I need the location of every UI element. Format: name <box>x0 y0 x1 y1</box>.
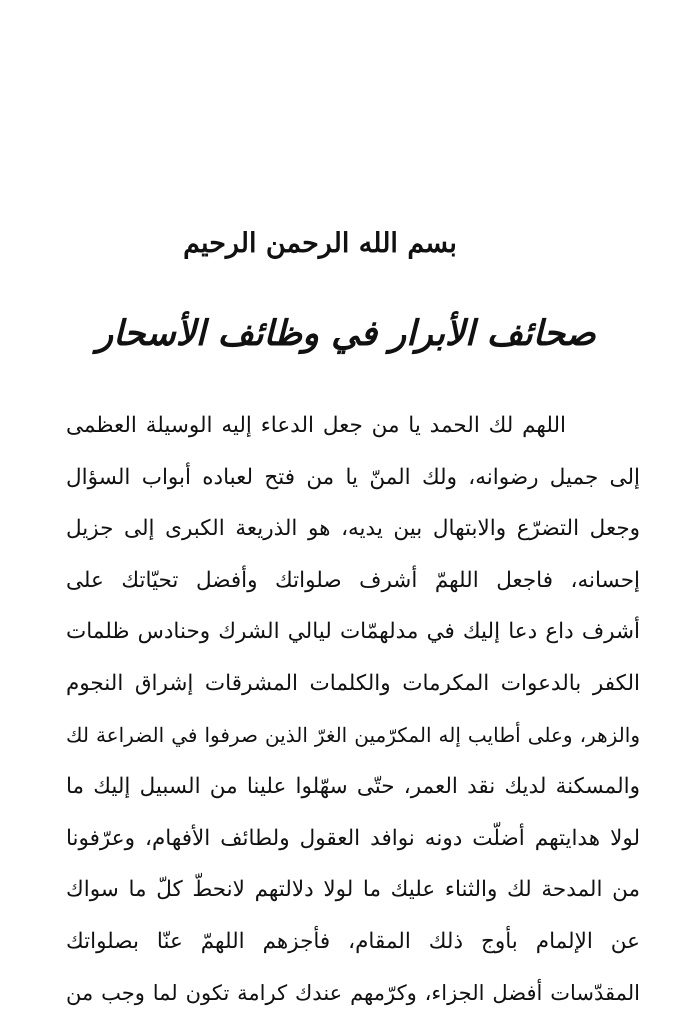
text-line: الكفر بالدعوات المكرمات والكلمات المشرقات إشراق النجوم <box>66 670 640 696</box>
text-line: اللهم لك الحمد يا من جعل الدعاء إليه الوسيلة العظمى <box>66 413 566 438</box>
body-paragraph <box>66 400 640 1019</box>
text-line: المقدّسات أفضل الجزاء، وكرّمهم عندك كرامة تكون لما وجب من <box>66 980 640 1005</box>
text-line: إلى جميل رضوانه، ولك المنّ يا من فتح لعباده أبواب السؤال <box>66 464 640 490</box>
basmala-heading: بسم الله الرحمن الرحيم <box>183 228 457 259</box>
text-line: من المدحة لك والثناء عليك ما لولا دلالتهم لانحطّ كلّ ما سواك <box>66 877 640 903</box>
text-line: أشرف داع دعا إليك في مدلهمّات ليالي الشرك وحنادس ظلمات <box>66 619 640 645</box>
text-line: لولا هدايتهم أضلّت دونه نوافد العقول ولطائف الأفهام، وعرّفونا <box>66 825 640 851</box>
text-line: وجعل التضرّع والابتهال بين يديه، هو الذريعة الكبرى إلى جزيل <box>66 516 640 542</box>
text-line: عن الإلمام بأوج ذلك المقام، فأجزهم اللهمّ عنّا بصلواتك <box>66 928 640 954</box>
text-line: والمسكنة لديك نقد العمر، حتّى سهّلوا علينا من السبيل إليك ما <box>66 774 640 800</box>
text-line: والزهر، وعلى أطايب إله المكرّمين الغرّ الذين صرفوا في الضراعة لك <box>66 722 640 747</box>
text-line: إحسانه، فاجعل اللهمّ أشرف صلواتك وأفضل تحيّاتك على <box>66 567 640 593</box>
book-title: صحائف الأبرار في وظائف الأسحار <box>96 314 596 354</box>
